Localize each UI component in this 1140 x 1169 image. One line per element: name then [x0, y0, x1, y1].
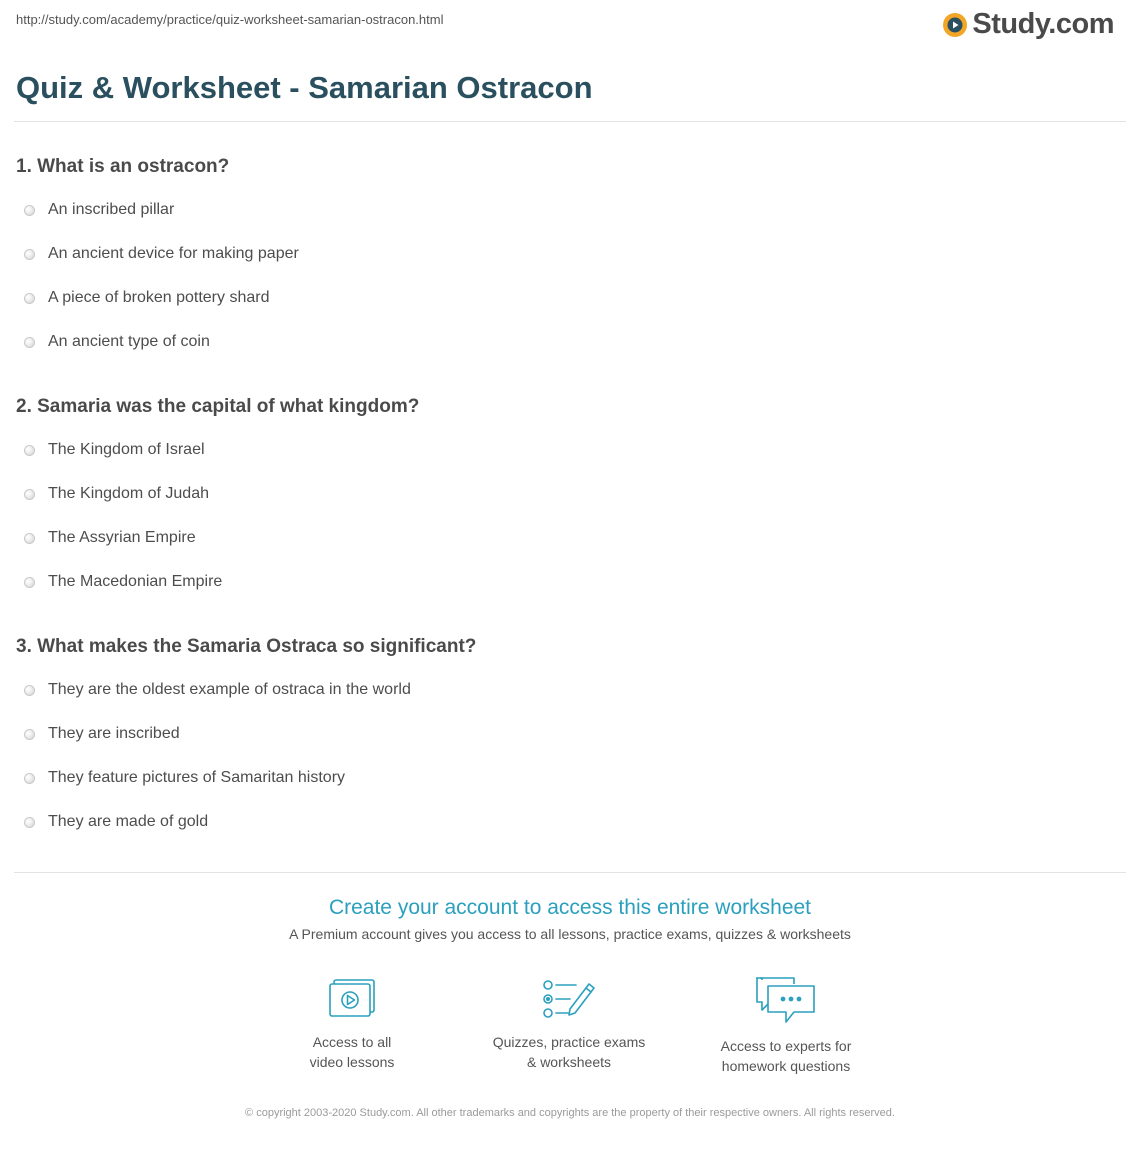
quiz-checklist-icon: [541, 976, 597, 1022]
answer-label: A piece of broken pottery shard: [48, 289, 270, 306]
answer-label: They feature pictures of Samaritan history: [48, 769, 346, 786]
feature-experts: [686, 976, 886, 1076]
answer-option[interactable]: [24, 245, 299, 263]
create-account-link[interactable]: Create your account to access this entire worksheet: [328, 896, 812, 919]
radio-button[interactable]: [24, 445, 35, 456]
chat-bubbles-icon: [754, 976, 818, 1026]
answer-option[interactable]: [24, 441, 205, 459]
answer-label: They are made of gold: [48, 813, 209, 830]
radio-button[interactable]: [24, 205, 35, 216]
radio-button[interactable]: [24, 533, 35, 544]
answer-option[interactable]: [24, 289, 269, 307]
radio-button[interactable]: [24, 685, 35, 696]
answer-label: The Kingdom of Judah: [48, 485, 209, 502]
answer-option[interactable]: [24, 681, 411, 699]
page-url: http://study.com/academy/practice/quiz-worksheet-samarian-ostracon.html: [16, 12, 444, 27]
answer-label: They are inscribed: [48, 725, 180, 742]
feature-quizzes: [469, 976, 669, 1072]
logo-text: Study.com: [972, 8, 1114, 40]
radio-button[interactable]: [24, 293, 35, 304]
play-circle-logo-icon: [942, 12, 968, 38]
answer-option[interactable]: [24, 333, 210, 351]
answer-label: The Assyrian Empire: [48, 529, 196, 546]
answer-option[interactable]: [24, 769, 345, 787]
radio-button[interactable]: [24, 337, 35, 348]
answer-label: An inscribed pillar: [48, 201, 175, 218]
answer-label: An ancient device for making paper: [48, 245, 299, 262]
answer-option[interactable]: [24, 725, 180, 743]
answer-label: An ancient type of coin: [48, 333, 210, 350]
feature-label: Quizzes, practice exams & worksheets: [492, 1034, 646, 1070]
answer-label: The Kingdom of Israel: [48, 441, 205, 458]
answer-option[interactable]: [24, 573, 222, 591]
section-divider: [14, 872, 1126, 873]
radio-button[interactable]: [24, 577, 35, 588]
title-divider: [14, 121, 1126, 122]
question-2: 2. Samaria was the capital of what kingdom?: [16, 396, 420, 417]
answer-label: The Macedonian Empire: [48, 573, 223, 590]
question-3: 3. What makes the Samaria Ostraca so significant?: [16, 636, 477, 657]
radio-button[interactable]: [24, 489, 35, 500]
study-com-logo[interactable]: [942, 8, 1114, 41]
feature-video-lessons: [252, 976, 452, 1072]
feature-label: Access to all video lessons: [309, 1034, 395, 1070]
radio-button[interactable]: [24, 817, 35, 828]
answer-option[interactable]: [24, 201, 174, 219]
premium-description: A Premium account gives you access to all lessons, practice exams, quizzes & worksheets: [289, 926, 851, 942]
copyright-footer: © copyright 2003-2020 Study.com. All other trademarks and copyrights are the property of their respective owners. All rights reserved.: [245, 1107, 895, 1119]
radio-button[interactable]: [24, 249, 35, 260]
question-1: 1. What is an ostracon?: [16, 156, 230, 177]
page-title: Quiz & Worksheet - Samarian Ostracon: [16, 70, 593, 105]
answer-option[interactable]: [24, 529, 196, 547]
answer-label: They are the oldest example of ostraca in the world: [48, 681, 411, 698]
radio-button[interactable]: [24, 773, 35, 784]
radio-button[interactable]: [24, 729, 35, 740]
feature-label: Access to experts for homework questions: [720, 1038, 852, 1074]
video-lessons-icon: [325, 976, 379, 1022]
answer-option[interactable]: [24, 485, 209, 503]
answer-option[interactable]: [24, 813, 208, 831]
